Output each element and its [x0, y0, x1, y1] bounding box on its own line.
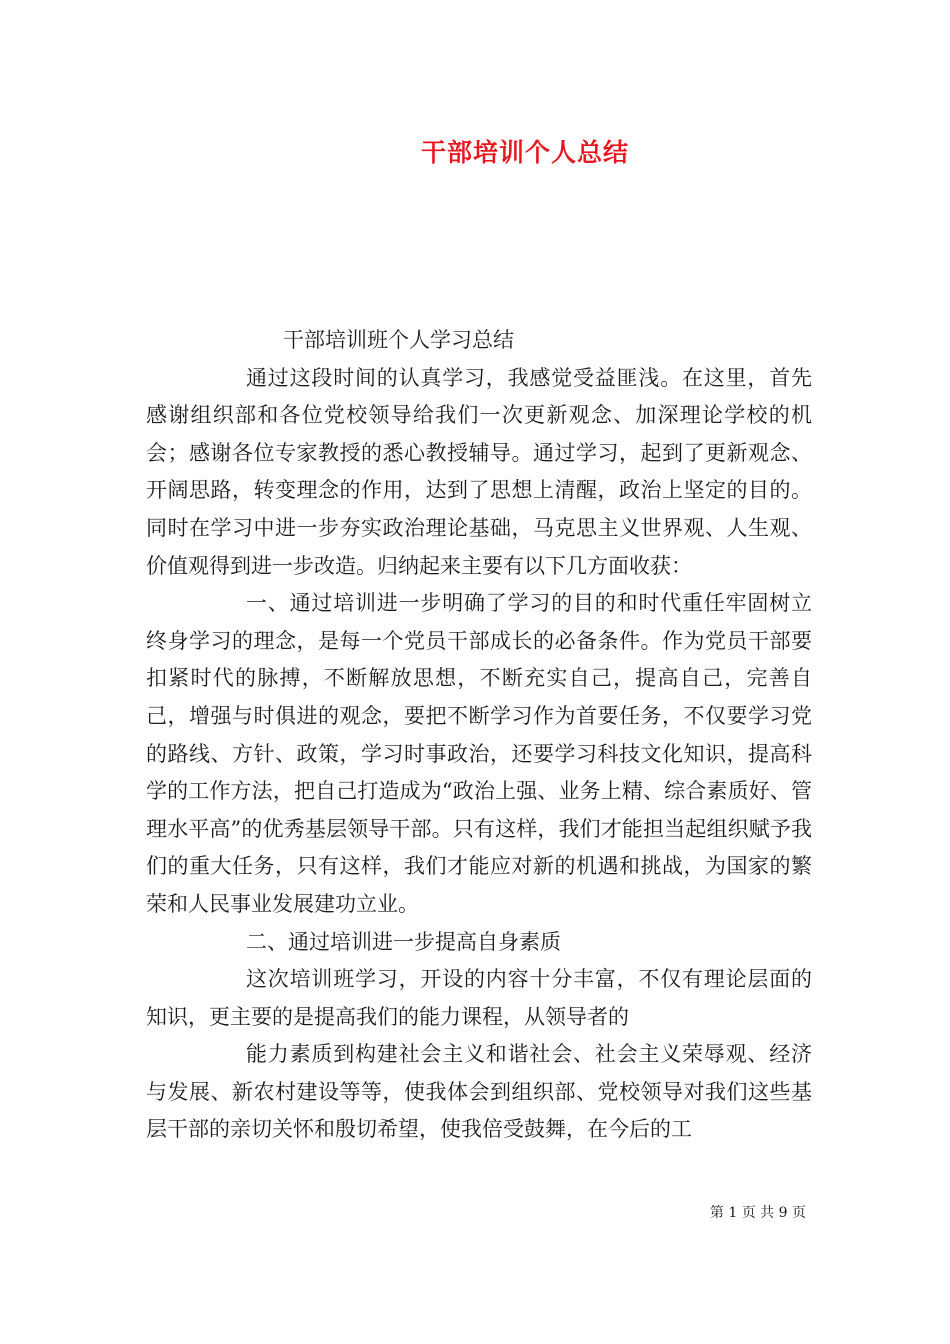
paragraph-section-two: 这次培训班学习，开设的内容十分丰富，不仅有理论层面的知识，更主要的是提高我们的能力课程，从领导者的	[146, 967, 812, 1029]
page-number-footer: 第 1 页 共 9 页	[709, 1205, 806, 1221]
section-heading-two: 二、通过培训进一步提高自身素质	[246, 929, 561, 954]
paragraph-section-two-cont: 能力素质到构建社会主义和谐社会、社会主义荣辱观、经济与发展、新农村建设等等，使我体会到组织部、党校领导对我们这些基层干部的亲切关怀和殷切希望，使我倍受鼓舞，在今后的工	[146, 1042, 812, 1142]
document-subtitle: 干部培训班个人学习总结	[283, 328, 514, 352]
paragraph-intro: 通过这段时间的认真学习，我感觉受益匪浅。在这里，首先感谢组织部和各位党校领导给我们一次更新观念、加深理论学校的机会；感谢各位专家教授的悉心教授辅导。通过学习，起到了更新观念、开阔思路，转变理念的作用，达到了思想上清醒，政治上坚定的目的。同时在学习中进一步夯实政治理论基础，马克思主义世界观、人生观、价值观得到进一步改造。归纳起来主要有以下几方面收获：	[146, 365, 812, 578]
paragraph-section-one: 一、通过培训进一步明确了学习的目的和时代重任牢固树立终身学习的理念，是每一个党员干部成长的必备条件。作为党员干部要扣紧时代的脉搏，不断解放思想，不断充实自己，提高自己，完善自己，增强与时俱进的观念，要把不断学习作为首要任务，不仅要学习党的路线、方针、政策，学习时事政治，还要学习科技文化知识，提高科学的工作方法，把自己打造成为“政治上强、业务上精、综合素质好、管理水平高”的优秀基层领导干部。只有这样，我们才能担当起组织赋予我们的重大任务，只有这样，我们才能应对新的机遇和挑战，为国家的繁荣和人民事业发展建功立业。	[146, 591, 812, 916]
document-body	[146, 322, 812, 1149]
document-title: 干部培训个人总结	[420, 138, 629, 167]
